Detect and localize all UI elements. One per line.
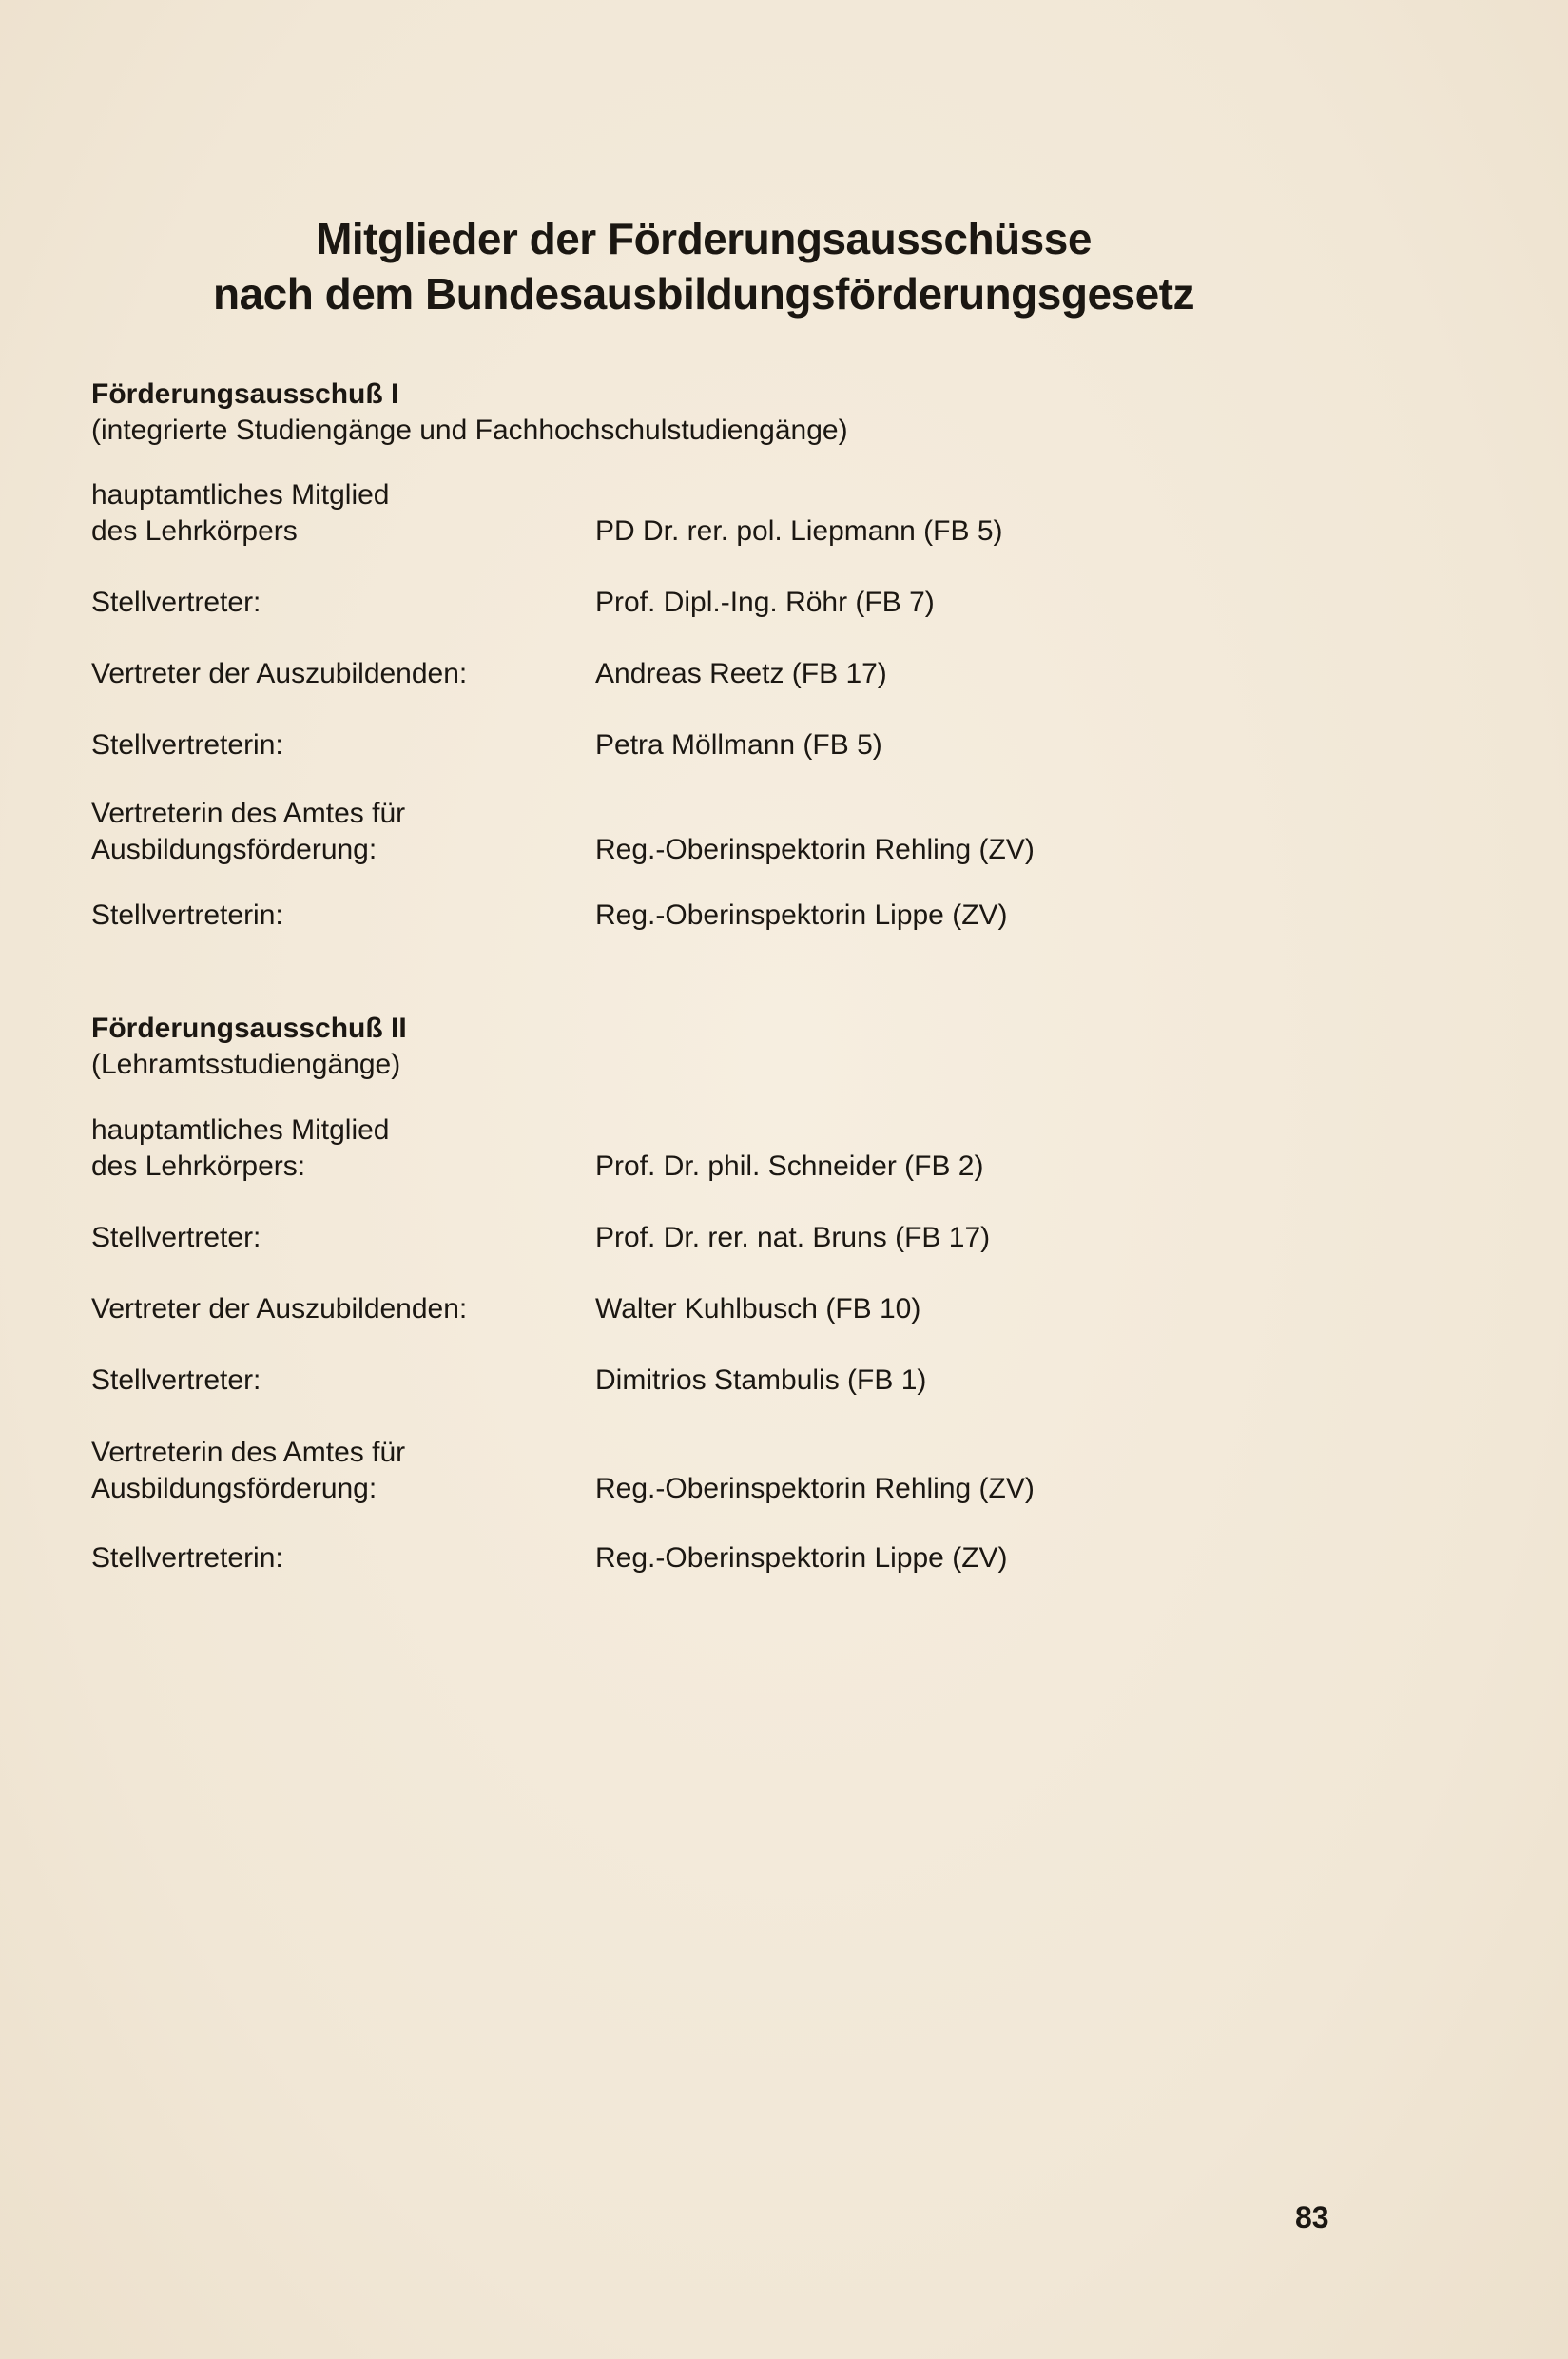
committee-1-row-1 xyxy=(91,477,1137,550)
member-name: Andreas Reetz (FB 17) xyxy=(595,658,887,689)
member-name: Prof. Dr. rer. nat. Bruns (FB 17) xyxy=(595,1222,991,1253)
role-label: Stellvertreter: xyxy=(91,587,261,618)
role-label: Stellvertreterin: xyxy=(91,899,283,931)
committee-2-name: Förderungsausschuß II xyxy=(91,1013,407,1044)
committee-1-row-6 xyxy=(91,898,1137,934)
committee-2-row-6 xyxy=(91,1540,1137,1576)
committee-2-row-5 xyxy=(91,1435,1137,1507)
member-name: Dimitrios Stambulis (FB 1) xyxy=(595,1364,927,1396)
role-label: Vertreterin des Amtes für Ausbildungsförderung: xyxy=(91,1437,406,1504)
role-label: Vertreter der Auszubildenden: xyxy=(91,658,468,689)
role-label: Stellvertreterin: xyxy=(91,729,283,761)
member-name: Reg.-Oberinspektorin Rehling (ZV) xyxy=(595,834,1035,865)
role-label: Stellvertreterin: xyxy=(91,1542,283,1574)
member-name: Reg.-Oberinspektorin Lippe (ZV) xyxy=(595,1542,1008,1574)
page-title xyxy=(0,211,1407,321)
title-line-2: nach dem Bundesausbildungsförderungsgesetz xyxy=(212,269,1195,319)
member-name: PD Dr. rer. pol. Liepmann (FB 5) xyxy=(595,515,1003,547)
member-name: Prof. Dr. phil. Schneider (FB 2) xyxy=(595,1150,984,1182)
committee-2-row-1 xyxy=(91,1112,1137,1185)
committee-2-row-4 xyxy=(91,1363,1137,1399)
committee-1-subtitle: (integrierte Studiengänge und Fachhochschulstudiengänge) xyxy=(91,415,848,446)
member-name: Petra Möllmann (FB 5) xyxy=(595,729,882,761)
role-label: hauptamtliches Mitglied des Lehrkörpers: xyxy=(91,1114,390,1182)
committee-2 xyxy=(91,1011,1137,1574)
committee-2-row-2 xyxy=(91,1220,1137,1256)
committee-1-row-5 xyxy=(91,796,1137,868)
committee-2-subtitle: (Lehramtsstudiengänge) xyxy=(91,1049,401,1080)
page-number: 83 xyxy=(1295,2200,1329,2234)
role-label: Stellvertreter: xyxy=(91,1222,261,1253)
committee-1-heading xyxy=(91,377,1137,449)
committee-1-name: Förderungsausschuß I xyxy=(91,378,399,410)
role-label: hauptamtliches Mitglied des Lehrkörpers xyxy=(91,479,390,547)
title-line-1: Mitglieder der Förderungsausschüsse xyxy=(316,214,1092,263)
role-label: Vertreter der Auszubildenden: xyxy=(91,1293,468,1325)
member-name: Prof. Dipl.-Ing. Röhr (FB 7) xyxy=(595,587,935,618)
committee-1 xyxy=(91,377,1137,931)
member-name: Reg.-Oberinspektorin Lippe (ZV) xyxy=(595,899,1008,931)
committee-2-row-3 xyxy=(91,1291,1137,1327)
role-label: Stellvertreter: xyxy=(91,1364,261,1396)
role-label: Vertreterin des Amtes für Ausbildungsförderung: xyxy=(91,798,406,865)
committee-1-row-2 xyxy=(91,585,1137,621)
committee-1-row-4 xyxy=(91,727,1137,764)
committee-2-heading xyxy=(91,1011,1137,1083)
member-name: Reg.-Oberinspektorin Rehling (ZV) xyxy=(595,1473,1035,1504)
member-name: Walter Kuhlbusch (FB 10) xyxy=(595,1293,921,1325)
committee-1-row-3 xyxy=(91,656,1137,692)
